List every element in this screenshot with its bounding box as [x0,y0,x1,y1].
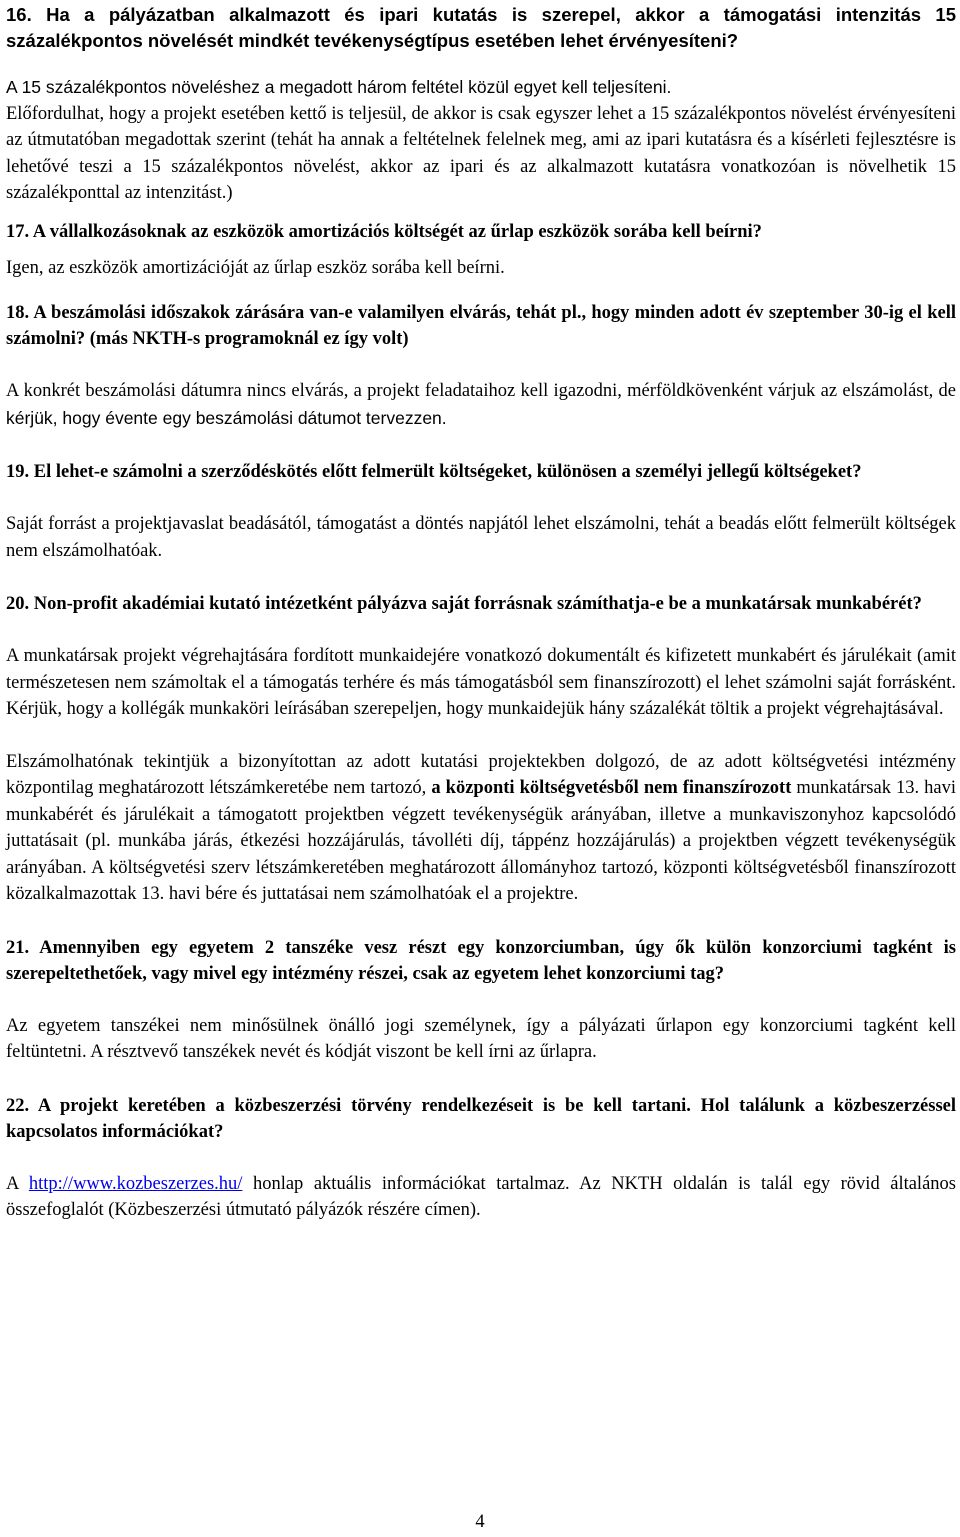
answer-16: Előfordulhat, hogy a projekt esetében kettő is teljesül, de akkor is csak egyszer lehet a 15 százalékpontos növelést érvényesíteni az útmutatóban megadottak szerint (tehát ha annak a feltételnek felelnek meg, ami az ipari kutatásra és a kísérleti fejlesztésre is lehetővé teszi a 15 százalékpontos növelést, akkor az ipari és az alkalmazott kutatásra vonatkozóan is növelhetik 15 százalékponttal az intenzitást.) [6,103,956,203]
question-21: 21. Amennyiben egy egyetem 2 tanszéke vesz részt egy konzorciumban, úgy ők külön konzorciumi tagként is szerepeltethetőek, vagy mivel egy intézmény részei, csak az egyetem lehet konzorciumi tag? [6,937,956,984]
answer-18-part-a: A konkrét beszámolási dátumra nincs elvárás, a projekt feladataihoz kell igazodni, mérföldkövenként várjuk az elszámolást, de [6,381,956,401]
answer-21: Az egyetem tanszékei nem minősülnek önálló jogi személynek, így a pályázati űrlapon egy konzorciumi tagként kell feltüntetni. A résztvevő tanszékek nevét és kódját viszont be kell írni az űrlapra. [6,1015,956,1062]
document-page [6,0,956,1224]
question-16: 16. Ha a pályázatban alkalmazott és ipari kutatás is szerepel, akkor a támogatási intenzitás 15 százalékpontos növelését mindkét tevékenységtípus esetében lehet érvényesíteni? [6,4,956,51]
kozbeszerzes-link[interactable]: http://www.kozbeszerzes.hu/ [28,1173,243,1194]
question-19: 19. El lehet-e számolni a szerződéskötés előtt felmerült költségeket, különösen a személyi jellegű költségeket? [6,462,862,482]
answer-18-part-b: kérjük, hogy évente egy beszámolási dátumot tervezzen. [6,407,447,428]
page-number: 4 [475,1512,485,1532]
answer-20-second-bold: a központi költségvetésből nem finanszírozott [431,778,792,798]
question-20: 20. Non-profit akadémiai kutató intézetként pályázva saját forrásnak számíthatja-e be a munkatársak munkabérét? [6,594,922,614]
answer-22-part-b: honlap aktuális információkat tartalmaz. Az NKTH oldalán is talál egy rövid általános összefoglalót (Közbeszerzési útmutató pályázók részére címen). [6,1173,956,1220]
answer-20-second-b: munkatársak 13. havi munkabérét és járulékait a támogatott projektben végzett tevékenységük arányában, illetve a munkaviszonyhoz kapcsolódó juttatásait (pl. munkába járás, étkezési hozzájárulás, távolléti díj, táppénz hozzájárulás) a projektben végzett tevékenységük arányában. A költségvetési szerv létszámkeretében meghatározott állományhoz tartozó, központi költségvetésből finanszírozott közalkalmazottak 13. havi bére és juttatásai nem számolhatóak el a projektre. [6,778,956,904]
question-17: 17. A vállalkozásoknak az eszközök amortizációs költségét az űrlap eszközök sorába kell beírni? [6,221,762,242]
question-18: 18. A beszámolási időszakok zárására van-e valamilyen elvárás, tehát pl., hogy minden adott év szeptember 30-ig el kell számolni? (más NKTH-s programoknál ez így volt) [6,303,956,349]
answer-20: A munkatársak projekt végrehajtására fordított munkaidejére vonatkozó dokumentált és kifizetett munkabért és járulékait (amit természetesen nem számoltak el a támogatás terhére és más támogatásból sem finanszírozott) el lehet számolni saját forrásként. Kérjük, hogy a kollégák munkaköri leírásában szerepeljen, hogy munkaidejük hány százalékát töltik a projekt végrehajtásával. [6,646,956,719]
answer-19: Saját forrást a projektjavaslat beadásától, támogatást a döntés napjától lehet elszámolni, tehát a beadás előtt felmerült költségek nem elszámolhatóak. [6,514,956,561]
answer-22-part-a: A [6,1173,29,1194]
answer-17: Igen, az eszközök amortizációját az űrlap eszköz sorába kell beírni. [6,257,505,278]
answer-20-second [6,749,956,908]
answer-22 [6,1171,956,1224]
answer-20-second-a: Elszámolhatónak tekintjük a bizonyítottan az adott kutatási projektekben dolgozó, de az adott költségvetési intézmény központilag meghatározott létszámkeretébe nem tartozó, [6,751,956,798]
answer-18 [6,378,956,432]
answer-16-intro: A 15 százalékpontos növeléshez a megadott három feltétel közül egyet kell teljesíteni. [6,77,672,97]
question-22: 22. A projekt keretében a közbeszerzési törvény rendelkezéseit is be kell tartani. Hol találunk a közbeszerzéssel kapcsolatos információkat? [6,1095,956,1142]
